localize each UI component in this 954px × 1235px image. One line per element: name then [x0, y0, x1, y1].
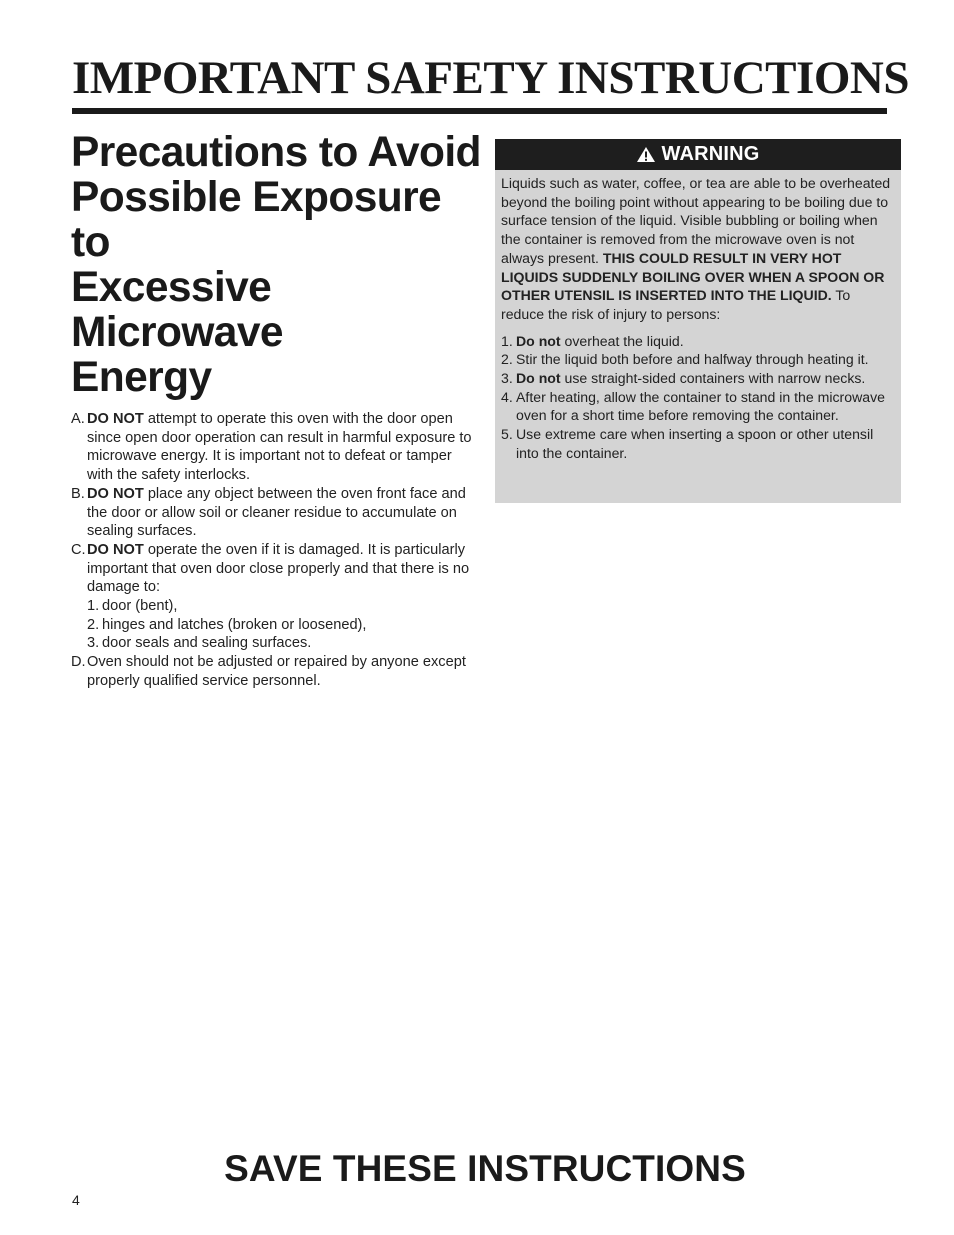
- sub-text: door seals and sealing surfaces.: [102, 635, 312, 652]
- title-rule: [72, 108, 887, 114]
- item-text: operate the oven if it is damaged. It is particularly important that oven door close properly and that there is no damage to:: [87, 541, 470, 596]
- heading-line: Energy: [71, 354, 212, 401]
- item-bold: DO NOT: [87, 541, 144, 558]
- warning-item: [501, 425, 895, 462]
- sub-text: hinges and latches (broken or loosened),: [102, 616, 367, 633]
- warning-body: [495, 170, 901, 463]
- item-marker: D.: [71, 654, 86, 671]
- precaution-item: [71, 485, 481, 541]
- item-bold: DO NOT: [87, 485, 144, 502]
- warning-intro: [501, 174, 895, 324]
- sub-text: door (bent),: [102, 598, 178, 615]
- sub-num: 1.: [87, 598, 100, 615]
- warning-box: [495, 139, 901, 503]
- item-text: After heating, allow the container to stand in the microwave oven for a short time before removing the container.: [516, 388, 885, 424]
- item-text: overheat the liquid.: [560, 332, 684, 349]
- save-instructions-footer: SAVE THESE INSTRUCTIONS: [224, 1148, 746, 1189]
- item-num: 2.: [501, 351, 513, 368]
- item-text: use straight-sided containers with narrow necks.: [560, 370, 866, 387]
- intro-bold: THIS COULD RESULT IN VERY HOT LIQUIDS SUDDENLY BOILING OVER WHEN A SPOON OR OTHER UTENSIL IS INSERTED INTO THE LIQUID.: [501, 249, 885, 304]
- item-text: Oven should not be adjusted or repaired by anyone except properly qualified service personnel.: [87, 654, 466, 689]
- heading-line: Possible Exposure to: [71, 174, 442, 266]
- item-text: place any object between the oven front face and the door or allow soil or cleaner residue to accumulate on sealing surfaces.: [87, 485, 466, 540]
- warning-item: [501, 369, 895, 388]
- sub-num: 2.: [87, 616, 100, 633]
- page-title: IMPORTANT SAFETY INSTRUCTIONS: [72, 52, 909, 104]
- intro-text: Liquids such as water, coffee, or tea are able to be overheated beyond the boiling point without appearing to be boiling due to surface tension of the liquid. Visible bubbling or boiling when the container is removed from the microwave oven is not always present.: [501, 175, 891, 266]
- item-bold: Do not: [516, 332, 561, 349]
- item-num: 5.: [501, 426, 513, 443]
- item-marker: A.: [71, 411, 85, 427]
- item-marker: C.: [71, 541, 86, 558]
- sublist-item: [87, 616, 481, 635]
- precaution-item: [71, 653, 481, 690]
- warning-triangle-icon: [636, 146, 656, 163]
- sub-num: 3.: [87, 635, 100, 652]
- item-bold: DO NOT: [87, 411, 144, 427]
- warning-header: [495, 139, 901, 170]
- item-marker: B.: [71, 485, 85, 502]
- item-bold: Do not: [516, 370, 561, 387]
- sublist-item: [87, 597, 481, 616]
- precautions-section: [71, 130, 481, 691]
- heading-line: Excessive Microwave: [71, 264, 283, 356]
- item-num: 3.: [501, 370, 513, 387]
- warning-label: WARNING: [661, 143, 760, 165]
- precaution-item: [71, 410, 481, 485]
- page-number: 4: [72, 1192, 80, 1208]
- warning-item: [501, 332, 895, 351]
- item-num: 4.: [501, 388, 513, 405]
- warning-item: [501, 350, 895, 369]
- precautions-list: [71, 410, 481, 691]
- heading-line: Precautions to Avoid: [71, 129, 481, 176]
- item-text: Use extreme care when inserting a spoon or other utensil into the container.: [516, 426, 874, 461]
- item-text: attempt to operate this oven with the door open since open door operation can result in harmful exposure to microwave energy. It is important not to defeat or tamper with the safety interlocks.: [87, 411, 472, 484]
- precautions-heading: [71, 130, 481, 400]
- precaution-item: [71, 541, 481, 653]
- intro-tail: To reduce the risk of injury to persons:: [501, 287, 851, 322]
- warning-list: [501, 332, 895, 463]
- damage-sublist: [87, 597, 481, 653]
- warning-item: [501, 388, 895, 425]
- item-num: 1.: [501, 332, 513, 349]
- item-text: Stir the liquid both before and halfway through heating it.: [516, 351, 869, 368]
- sublist-item: [87, 634, 481, 653]
